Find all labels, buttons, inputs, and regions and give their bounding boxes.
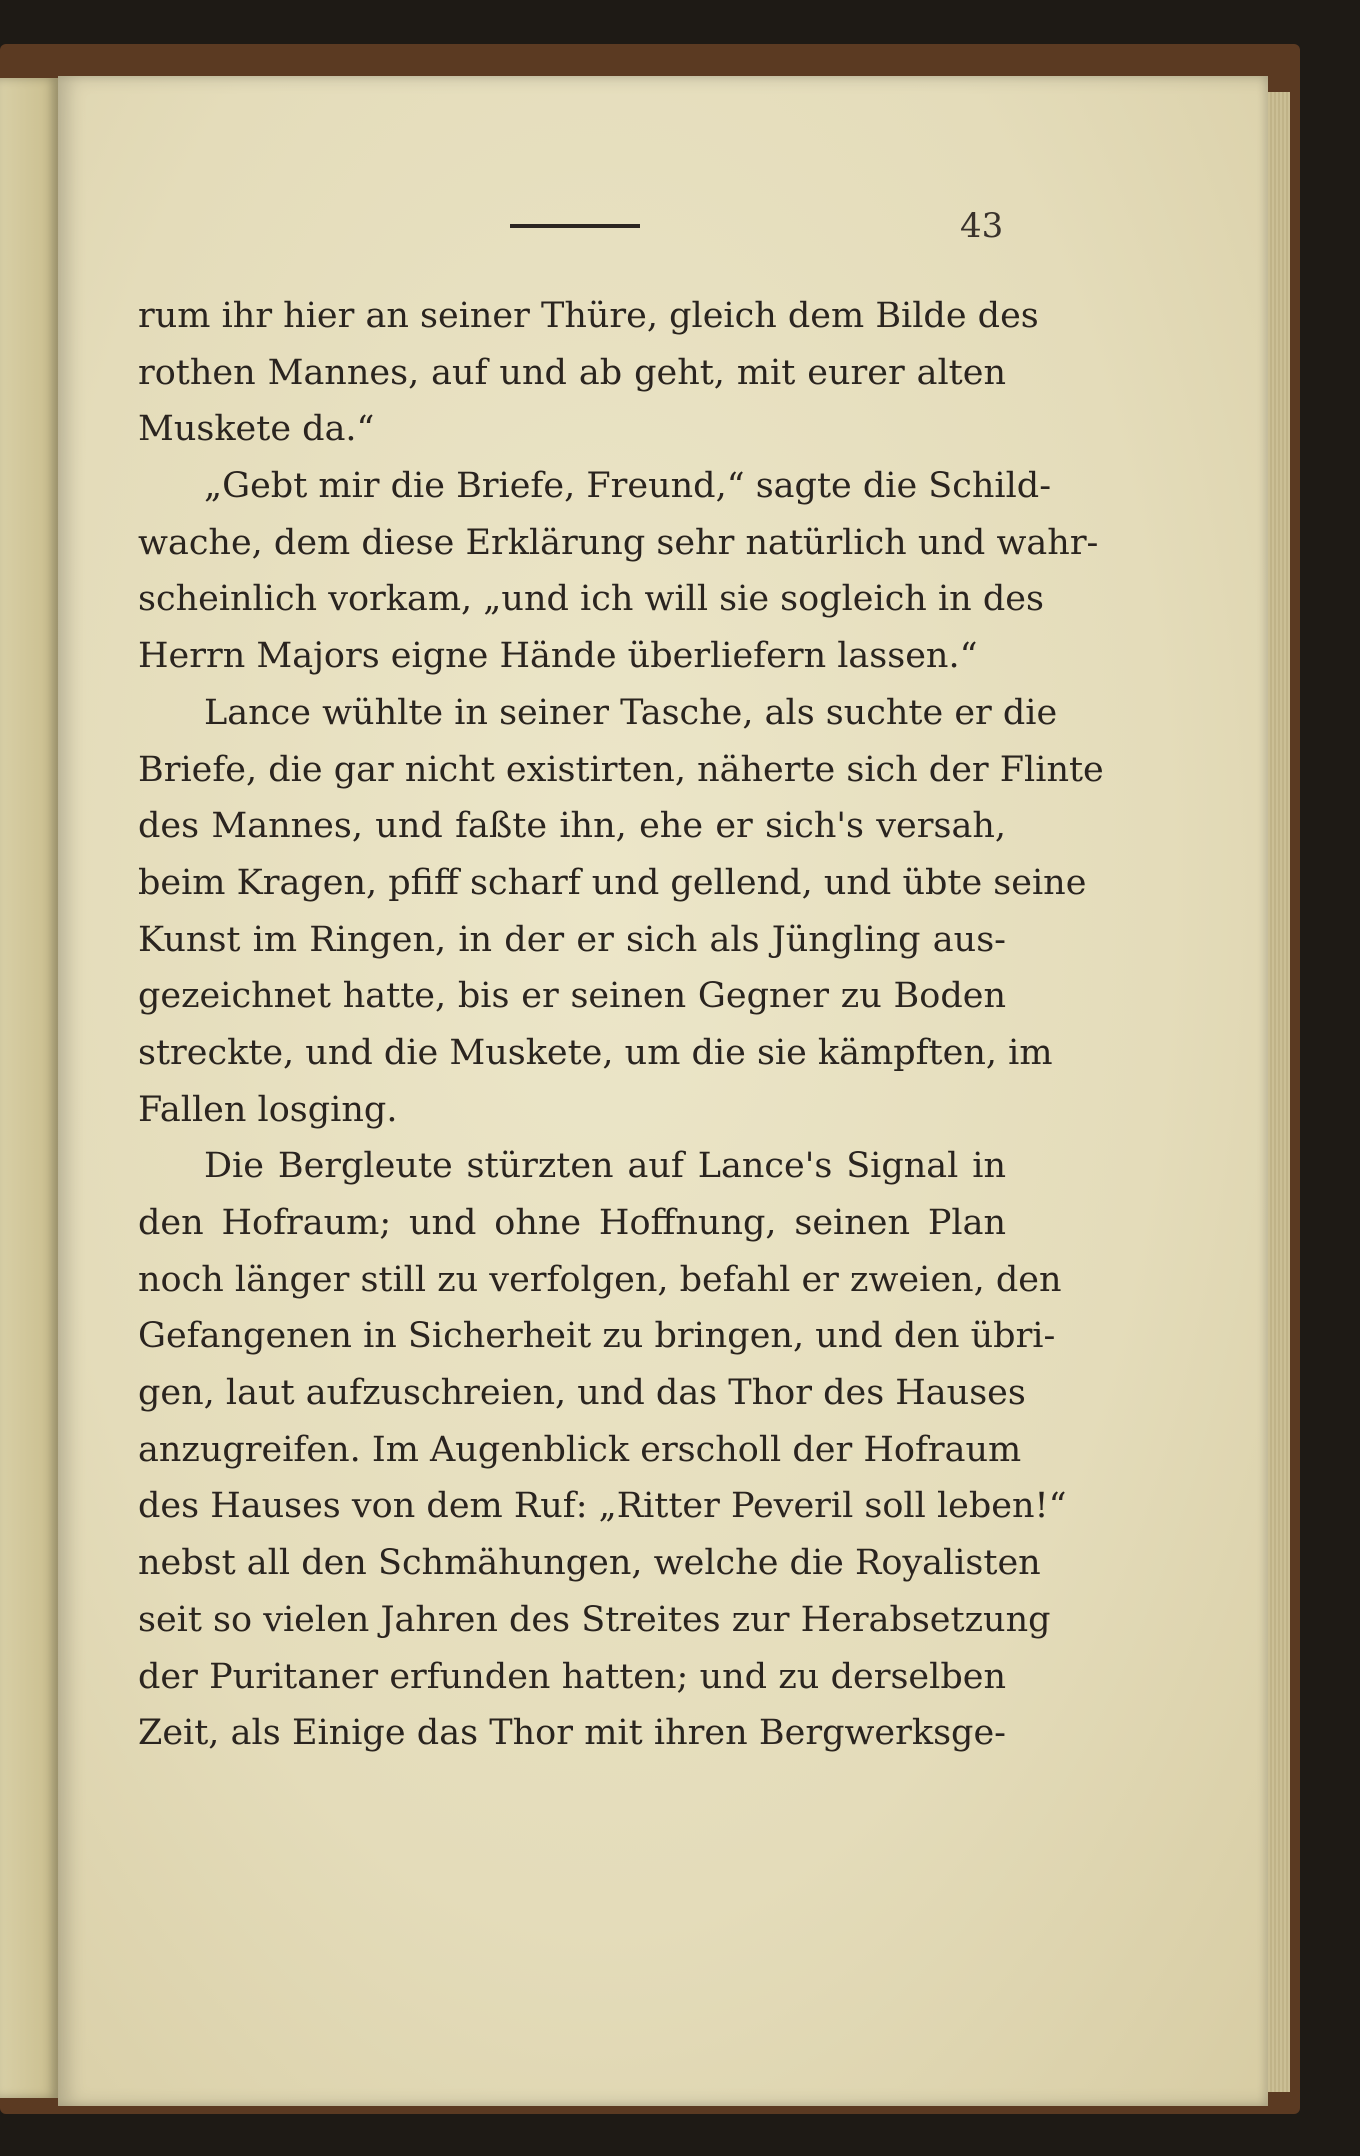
text-line: anzugreifen. Im Augenblick erscholl der Hofraum — [138, 1429, 1022, 1470]
text-line: beim Kragen, pfiff scharf und gellend, und übte seine — [138, 862, 1087, 903]
facing-page-edge — [0, 78, 58, 2098]
text-line: rothen Mannes, auf und ab geht, mit eurer alten — [138, 352, 1006, 393]
text-line: scheinlich vorkam, „und ich will sie sogleich in des — [138, 579, 1044, 620]
text-line: Muskete da.“ — [138, 409, 375, 450]
text-line: Zeit, als Einige das Thor mit ihren Bergwerksge- — [138, 1713, 1006, 1754]
text-line: Briefe, die gar nicht existirten, näherte sich der Flinte — [138, 749, 1104, 790]
text-line: streckte, und die Muskete, um die sie kämpften, im — [138, 1032, 1053, 1073]
header-rule — [510, 224, 640, 228]
text-line: Gefangenen in Sicherheit zu bringen, und den übri- — [138, 1316, 1056, 1357]
body-text — [138, 288, 1104, 1762]
text-line: Kunst im Ringen, in der er sich als Jüngling aus- — [138, 919, 1006, 960]
text-line: wache, dem diese Erklärung sehr natürlich und wahr- — [138, 522, 1099, 563]
text-line: des Hauses von dem Ruf: „Ritter Peveril soll leben!“ — [138, 1486, 1067, 1527]
text-line: den Hofraum; und ohne Hoffnung, seinen Plan — [138, 1203, 1006, 1243]
text-line: der Puritaner erfunden hatten; und zu derselben — [138, 1656, 1006, 1697]
page-stack-edges — [1268, 92, 1290, 2092]
text-line: „Gebt mir die Briefe, Freund,“ sagte die Schild- — [204, 466, 1052, 507]
text-line: Herrn Majors eigne Hände überliefern lassen.“ — [138, 636, 978, 677]
text-line: gezeichnet hatte, bis er seinen Gegner zu Boden — [138, 976, 1006, 1017]
text-line: Lance wühlte in seiner Tasche, als suchte er die — [204, 692, 1058, 733]
text-line: Die Bergleute stürzten auf Lance's Signal in — [204, 1146, 1006, 1187]
text-line: gen, laut aufzuschreien, und das Thor des Hauses — [138, 1373, 1026, 1414]
page-number: 43 — [960, 206, 1004, 246]
text-line: noch länger still zu verfolgen, befahl er zweien, den — [138, 1259, 1062, 1300]
text-line: seit so vielen Jahren des Streites zur Herabsetzung — [138, 1599, 1051, 1640]
text-line: Fallen losging. — [138, 1089, 398, 1130]
text-line: rum ihr hier an seiner Thüre, gleich dem Bilde des — [138, 296, 1039, 336]
text-line: nebst all den Schmähungen, welche die Royalisten — [138, 1543, 1041, 1584]
text-line: des Mannes, und faßte ihn, ehe er sich's versah, — [138, 806, 1006, 847]
